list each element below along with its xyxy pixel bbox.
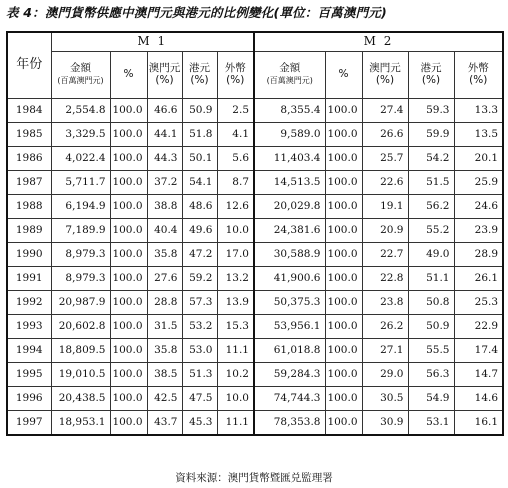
m2-pataca-cell: 27.4 [362,99,408,123]
foreign-label: 外幣 [224,62,246,75]
m1-pataca-cell: 43.7 [147,411,182,436]
m2-pataca-cell: 22.7 [362,243,408,267]
table-row [7,195,503,219]
m1-hkd-cell: 57.3 [182,291,217,315]
m2-hkd-cell: 50.8 [408,291,454,315]
pct-sub-label: (%) [469,74,488,86]
m2-percent-cell: 100.0 [325,411,362,436]
m2-hkd-cell: 53.1 [408,411,454,436]
m2-hkd-cell: 54.2 [408,147,454,171]
table-row [7,219,503,243]
m2-hkd-header [408,52,454,99]
m1-foreign-cell: 11.1 [217,339,254,363]
m2-amount-cell: 74,744.3 [254,387,325,411]
m1-foreign-cell: 10.0 [217,219,254,243]
table-row [7,243,503,267]
m2-pataca-cell: 25.7 [362,147,408,171]
m1-hkd-cell: 53.2 [182,315,217,339]
m2-percent-cell: 100.0 [325,339,362,363]
m1-foreign-cell: 13.9 [217,291,254,315]
m2-amount-cell: 14,513.5 [254,171,325,195]
m1-foreign-cell: 11.1 [217,411,254,436]
m1-pataca-cell: 31.5 [147,315,182,339]
m2-pataca-cell: 26.2 [362,315,408,339]
m1-foreign-cell: 2.5 [217,99,254,123]
m1-hkd-cell: 51.3 [182,363,217,387]
m1-foreign-cell: 5.6 [217,147,254,171]
m1-pataca-cell: 38.5 [147,363,182,387]
pataca-label: 澳門元 [148,62,181,75]
m1-percent-cell: 100.0 [110,363,147,387]
m1-group-header: M 1 [51,32,254,52]
m1-amount-cell: 6,194.9 [51,195,110,219]
m1-percent-cell: 100.0 [110,339,147,363]
m1-foreign-cell: 8.7 [217,171,254,195]
amount-unit-label: (百萬澳門元) [57,76,104,85]
m2-percent-cell: 100.0 [325,315,362,339]
m1-foreign-cell: 13.2 [217,267,254,291]
year-cell: 1986 [7,147,51,171]
m1-hkd-cell: 45.3 [182,411,217,436]
m2-hkd-cell: 56.3 [408,363,454,387]
m2-percent-cell: 100.0 [325,291,362,315]
m2-group-header: M 2 [254,32,503,52]
m1-foreign-cell: 4.1 [217,123,254,147]
m2-hkd-cell: 51.1 [408,267,454,291]
year-cell: 1995 [7,363,51,387]
pct-sub-label: (%) [190,74,209,86]
m1-hkd-cell: 47.2 [182,243,217,267]
m2-hkd-cell: 50.9 [408,315,454,339]
m1-foreign-cell: 17.0 [217,243,254,267]
table-row [7,171,503,195]
m2-hkd-cell: 55.5 [408,339,454,363]
m2-percent-cell: 100.0 [325,147,362,171]
m2-pataca-cell: 26.6 [362,123,408,147]
m1-amount-cell: 19,010.5 [51,363,110,387]
m1-hkd-cell: 49.6 [182,219,217,243]
m2-foreign-cell: 22.9 [454,315,503,339]
year-cell: 1997 [7,411,51,436]
m2-pataca-cell: 29.0 [362,363,408,387]
m2-foreign-cell: 17.4 [454,339,503,363]
m1-pataca-cell: 35.8 [147,339,182,363]
m2-foreign-cell: 28.9 [454,243,503,267]
m2-pataca-cell: 22.6 [362,171,408,195]
m1-pataca-cell: 28.8 [147,291,182,315]
m1-percent-cell: 100.0 [110,171,147,195]
m1-hkd-header [182,52,217,99]
m2-foreign-cell: 26.1 [454,267,503,291]
m2-amount-cell: 78,353.8 [254,411,325,436]
m1-percent-cell: 100.0 [110,219,147,243]
money-supply-table [6,31,504,436]
m1-pataca-header [147,52,182,99]
table-row [7,147,503,171]
m2-amount-cell: 30,588.9 [254,243,325,267]
year-cell: 1984 [7,99,51,123]
m1-hkd-cell: 47.5 [182,387,217,411]
m1-amount-cell: 20,438.5 [51,387,110,411]
source-note: 資料來源：澳門貨幣暨匯兑監理署 [175,472,333,484]
year-cell: 1985 [7,123,51,147]
pct-sub-label: (%) [421,74,441,86]
m1-foreign-cell: 10.2 [217,363,254,387]
pct-sub-label: (%) [155,74,174,86]
amount-label: 金額 [279,62,301,75]
m2-amount-cell: 9,589.0 [254,123,325,147]
m1-pataca-cell: 38.8 [147,195,182,219]
m1-percent-cell: 100.0 [110,123,147,147]
m2-amount-cell: 20,029.8 [254,195,325,219]
m1-percent-cell: 100.0 [110,387,147,411]
m1-percent-cell: 100.0 [110,315,147,339]
m1-amount-cell: 4,022.4 [51,147,110,171]
m2-foreign-cell: 14.6 [454,387,503,411]
m2-percent-header: % [325,52,362,99]
m1-pataca-cell: 35.8 [147,243,182,267]
m2-percent-cell: 100.0 [325,171,362,195]
m2-pataca-cell: 19.1 [362,195,408,219]
m2-foreign-cell: 16.1 [454,411,503,436]
m2-amount-cell: 11,403.4 [254,147,325,171]
m2-foreign-header [454,52,503,99]
m2-amount-cell: 41,900.6 [254,267,325,291]
m2-foreign-cell: 13.5 [454,123,503,147]
table-row [7,99,503,123]
m2-foreign-cell: 25.9 [454,171,503,195]
m2-percent-cell: 100.0 [325,267,362,291]
m2-hkd-cell: 56.2 [408,195,454,219]
m1-amount-cell: 3,329.5 [51,123,110,147]
year-cell: 1994 [7,339,51,363]
foreign-label: 外幣 [467,62,489,75]
m1-pataca-cell: 37.2 [147,171,182,195]
m1-foreign-header [217,52,254,99]
m1-percent-cell: 100.0 [110,147,147,171]
m1-amount-cell: 8,979.3 [51,243,110,267]
m1-amount-cell: 20,602.8 [51,315,110,339]
pct-sub-label: (%) [226,74,245,86]
pataca-label: 澳門元 [369,62,401,75]
year-cell: 1991 [7,267,51,291]
table-row [7,387,503,411]
m2-amount-cell: 59,284.3 [254,363,325,387]
m1-percent-cell: 100.0 [110,291,147,315]
m1-amount-cell: 18,953.1 [51,411,110,436]
m2-hkd-cell: 59.9 [408,123,454,147]
m2-foreign-cell: 25.3 [454,291,503,315]
m2-percent-cell: 100.0 [325,195,362,219]
m2-amount-cell: 53,956.1 [254,315,325,339]
m1-percent-cell: 100.0 [110,243,147,267]
m2-pataca-cell: 30.9 [362,411,408,436]
table-row [7,267,503,291]
m2-foreign-cell: 23.9 [454,219,503,243]
m2-percent-cell: 100.0 [325,219,362,243]
m1-amount-cell: 18,809.5 [51,339,110,363]
m2-amount-cell: 8,355.4 [254,99,325,123]
m1-pataca-cell: 27.6 [147,267,182,291]
m1-percent-cell: 100.0 [110,99,147,123]
table-row [7,315,503,339]
m2-hkd-cell: 49.0 [408,243,454,267]
year-cell: 1996 [7,387,51,411]
amount-unit-label: (百萬澳門元) [266,76,313,85]
m2-hkd-cell: 51.5 [408,171,454,195]
m1-pataca-cell: 42.5 [147,387,182,411]
m1-hkd-cell: 54.1 [182,171,217,195]
m1-hkd-cell: 51.8 [182,123,217,147]
m2-hkd-cell: 59.3 [408,99,454,123]
m2-amount-cell: 24,381.6 [254,219,325,243]
m2-pataca-cell: 27.1 [362,339,408,363]
m2-percent-cell: 100.0 [325,123,362,147]
hkd-label: 港元 [189,62,210,75]
m2-pataca-cell: 23.8 [362,291,408,315]
m2-foreign-cell: 20.1 [454,147,503,171]
m2-percent-cell: 100.0 [325,243,362,267]
table-row [7,411,503,436]
m2-hkd-cell: 55.2 [408,219,454,243]
year-cell: 1990 [7,243,51,267]
table-title: 表 4：澳門貨幣供應中澳門元與港元的比例變化(單位：百萬澳門元) [6,5,387,20]
table-row [7,291,503,315]
m2-percent-cell: 100.0 [325,363,362,387]
m1-pataca-cell: 44.1 [147,123,182,147]
year-cell: 1987 [7,171,51,195]
m2-percent-cell: 100.0 [325,99,362,123]
year-cell: 1993 [7,315,51,339]
m1-hkd-cell: 59.2 [182,267,217,291]
m1-hkd-cell: 50.1 [182,147,217,171]
m1-foreign-cell: 15.3 [217,315,254,339]
m2-percent-cell: 100.0 [325,387,362,411]
m1-pataca-cell: 44.3 [147,147,182,171]
m1-percent-cell: 100.0 [110,195,147,219]
m1-pataca-cell: 40.4 [147,219,182,243]
m2-foreign-cell: 14.7 [454,363,503,387]
m1-amount-cell: 5,711.7 [51,171,110,195]
m1-amount-cell: 8,979.3 [51,267,110,291]
year-cell: 1989 [7,219,51,243]
table-row [7,123,503,147]
m1-hkd-cell: 50.9 [182,99,217,123]
m1-amount-cell: 20,987.9 [51,291,110,315]
m1-pataca-cell: 46.6 [147,99,182,123]
m2-pataca-cell: 22.8 [362,267,408,291]
m2-amount-cell: 61,018.8 [254,339,325,363]
m2-pataca-cell: 30.5 [362,387,408,411]
m1-amount-cell: 2,554.8 [51,99,110,123]
m1-percent-header: % [110,52,147,99]
m1-hkd-cell: 48.6 [182,195,217,219]
m1-percent-cell: 100.0 [110,411,147,436]
year-column-header: 年份 [7,32,51,99]
m2-amount-cell: 50,375.3 [254,291,325,315]
amount-label: 金額 [70,62,91,75]
m1-amount-header [51,52,110,99]
pct-sub-label: (%) [375,74,395,86]
m1-foreign-cell: 10.0 [217,387,254,411]
m1-hkd-cell: 53.0 [182,339,217,363]
m1-amount-cell: 7,189.9 [51,219,110,243]
year-cell: 1992 [7,291,51,315]
table-row [7,339,503,363]
table-row [7,363,503,387]
m2-foreign-cell: 24.6 [454,195,503,219]
m1-foreign-cell: 12.6 [217,195,254,219]
m2-pataca-cell: 20.9 [362,219,408,243]
m1-percent-cell: 100.0 [110,267,147,291]
m2-foreign-cell: 13.3 [454,99,503,123]
hkd-label: 港元 [420,62,442,75]
year-cell: 1988 [7,195,51,219]
m2-pataca-header [362,52,408,99]
m2-hkd-cell: 54.9 [408,387,454,411]
m2-amount-header [254,52,325,99]
